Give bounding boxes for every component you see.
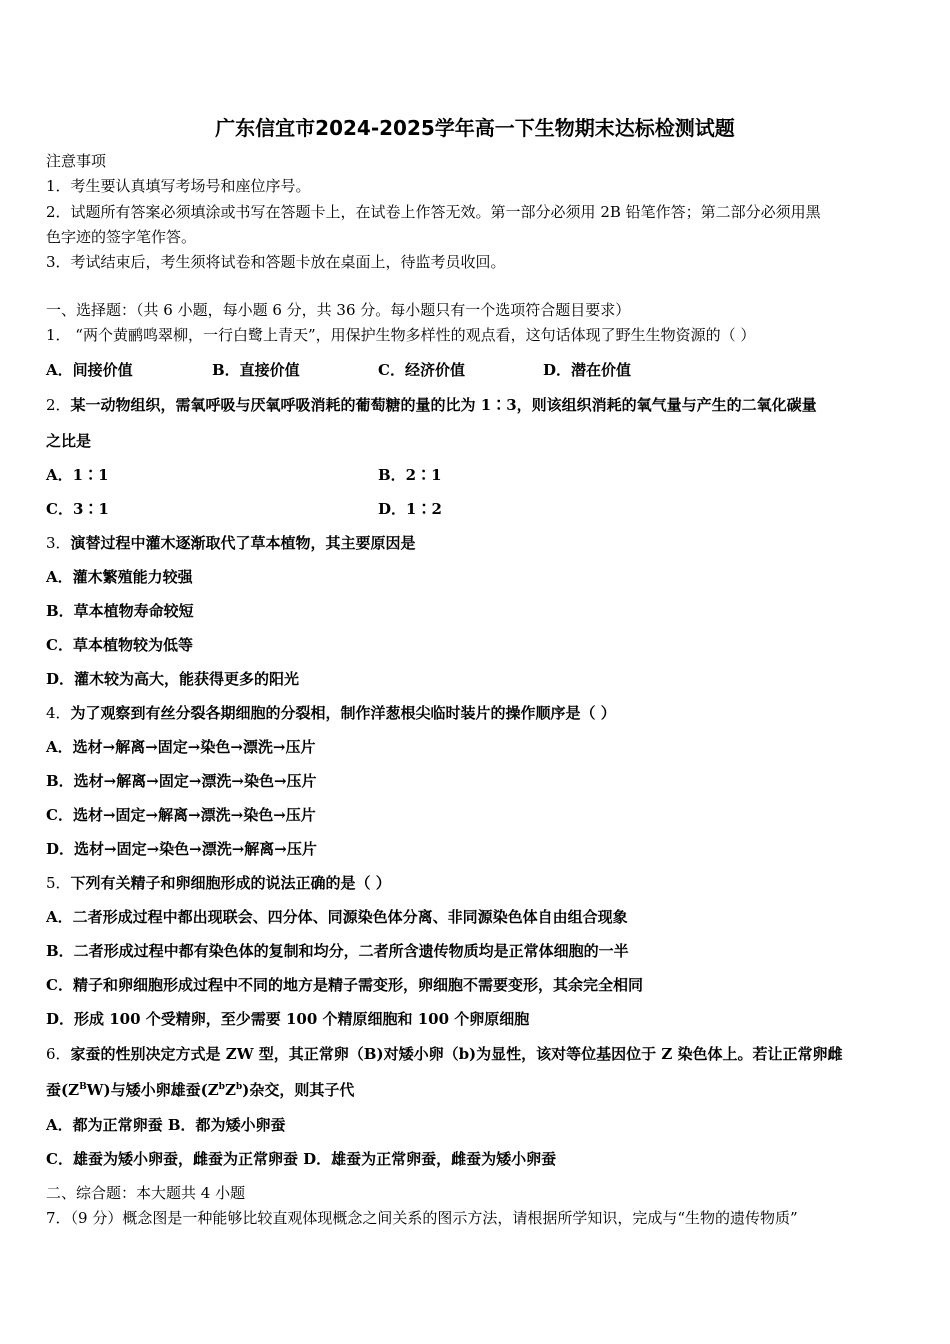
section-heading: 二、综合题：本大题共 4 小题: [46, 1184, 246, 1202]
question-text: 下列有关精子和卵细胞形成的说法正确的是（ ）: [70, 874, 391, 892]
question-text: 家蚕的性别决定方式是 ZW 型，其正常卵（B)对矮小卵（b)为显性，该对等位基因位于 Z 染色体上。若让正常卵雌: [70, 1045, 843, 1063]
question-1: 1． “两个黄鹂鸣翠柳，一行白鹭上青天”，用保护生物多样性的观点看，这句话体现了野生生物资源的（ ）: [46, 326, 756, 344]
question-6: [46, 1044, 843, 1064]
question-3: [46, 533, 416, 553]
question-text: 某一动物组织，需氧呼吸与厌氧呼吸消耗的葡萄糖的量的比为 1∶3，则该组织消耗的氧气量与产生的二氧化碳量: [70, 396, 817, 414]
text-fragment: W)与矮小卵雄蚕(Z: [86, 1081, 219, 1099]
section-heading: 一、选择题：（共 6 小题，每小题 6 分，共 36 分。每小题只有一个选项符合题目要求）: [46, 301, 631, 319]
option: D．潜在价值: [543, 361, 632, 379]
option: C．经济价值: [378, 361, 465, 379]
question-number: 6．: [46, 1045, 71, 1063]
text-fragment: 蚕(Z: [46, 1081, 80, 1099]
question-5: [46, 873, 391, 893]
text-fragment: )杂交，则其子代: [242, 1081, 355, 1099]
text-fragment: Z: [224, 1081, 236, 1099]
question-text: 演替过程中灌木逐渐取代了草本植物，其主要原因是: [70, 534, 416, 552]
superscript: b: [218, 1082, 225, 1092]
option: C．精子和卵细胞形成过程中不同的地方是精子需变形，卵细胞不需要变形，其余完全相同: [46, 976, 643, 994]
notice-heading: 注意事项: [46, 152, 107, 170]
page-title: 广东信宜市2024-2025学年高一下生物期末达标检测试题: [215, 116, 735, 140]
notice-item: 色字迹的签字笔作答。: [46, 228, 197, 246]
question-number: 3．: [46, 534, 71, 552]
question-6-cont: [46, 1080, 354, 1100]
question-number: 2．: [46, 396, 71, 414]
superscript: B: [79, 1082, 87, 1092]
option: C．3∶1: [46, 500, 109, 518]
option: B．草本植物寿命较短: [46, 602, 194, 620]
option: B．选材→解离→固定→漂洗→染色→压片: [46, 772, 317, 790]
option: A．都为正常卵蚕 B．都为矮小卵蚕: [46, 1116, 286, 1134]
question-2: [46, 395, 817, 415]
option: C．选材→固定→解离→漂洗→染色→压片: [46, 806, 316, 824]
option: B．2∶1: [378, 466, 442, 484]
notice-item: 2．试题所有答案必须填涂或书写在答题卡上，在试卷上作答无效。第一部分必须用 2B 铅笔作答；第二部分必须用黑: [46, 203, 821, 221]
question-4: [46, 703, 616, 723]
option: D．选材→固定→染色→漂洗→解离→压片: [46, 840, 317, 858]
option: D．1∶2: [378, 500, 442, 518]
superscript: b: [235, 1082, 243, 1092]
question-text: 为了观察到有丝分裂各期细胞的分裂相，制作洋葱根尖临时装片的操作顺序是（ ）: [70, 704, 616, 722]
question-7: 7．（9 分）概念图是一种能够比较直观体现概念之间关系的图示方法，请根据所学知识，完成与“生物的遗传物质”: [46, 1209, 798, 1227]
option: A．间接价值: [46, 361, 133, 379]
option: C．雄蚕为矮小卵蚕，雌蚕为正常卵蚕 D．雄蚕为正常卵蚕，雌蚕为矮小卵蚕: [46, 1150, 557, 1168]
option: B．直接价值: [212, 361, 300, 379]
question-2-cont: 之比是: [46, 432, 92, 450]
option: D．形成 100 个受精卵，至少需要 100 个精原细胞和 100 个卵原细胞: [46, 1010, 530, 1028]
option: A．二者形成过程中都出现联会、四分体、同源染色体分离、非同源染色体自由组合现象: [46, 908, 628, 926]
notice-item: 3．考试结束后，考生须将试卷和答题卡放在桌面上，待监考员收回。: [46, 253, 506, 271]
option: A．选材→解离→固定→染色→漂洗→压片: [46, 738, 316, 756]
option: C．草本植物较为低等: [46, 636, 193, 654]
option: A．灌木繁殖能力较强: [46, 568, 193, 586]
option: A．1∶1: [46, 466, 109, 484]
option: D．灌木较为高大，能获得更多的阳光: [46, 670, 300, 688]
option: B．二者形成过程中都有染色体的复制和均分，二者所含遗传物质均是正常体细胞的一半: [46, 942, 629, 960]
notice-item: 1．考生要认真填写考场号和座位序号。: [46, 177, 311, 195]
question-number: 5．: [46, 874, 71, 892]
question-number: 4．: [46, 704, 71, 722]
